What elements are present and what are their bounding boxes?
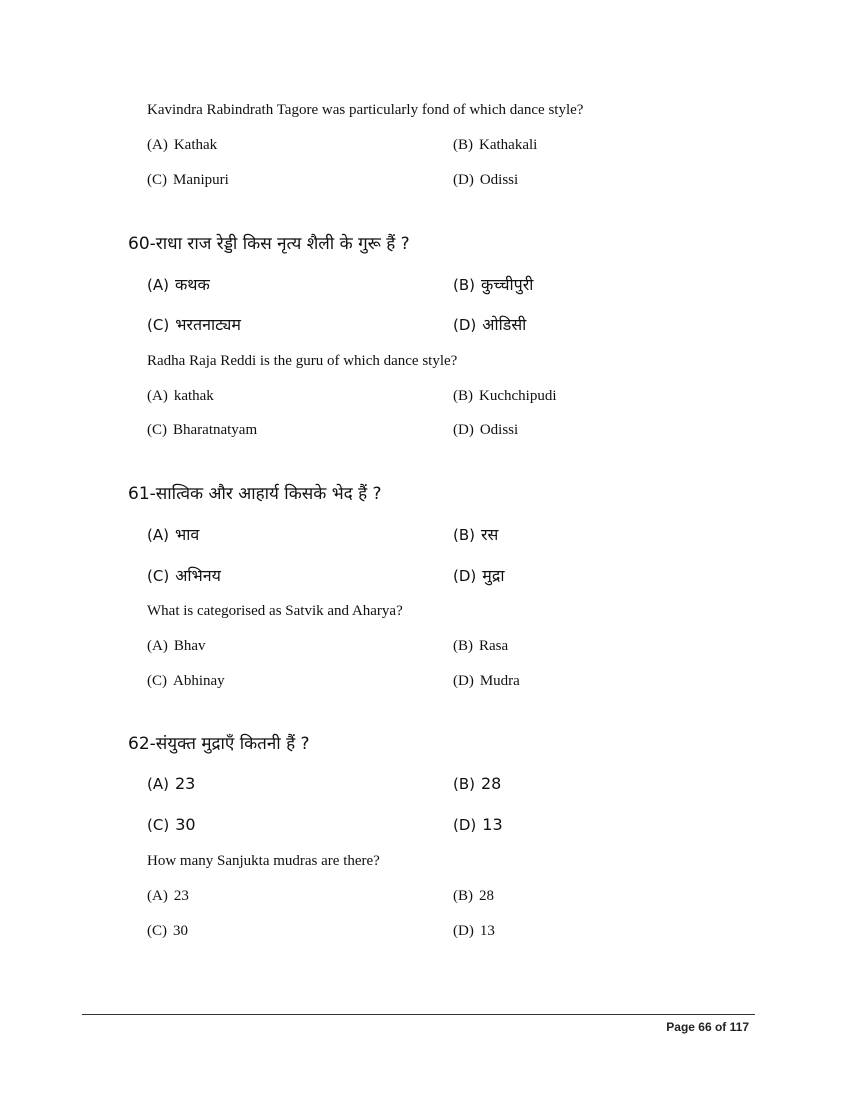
option-label: (D) bbox=[453, 567, 477, 585]
q59-english-question: Kavindra Rabindrath Tagore was particularly fond of which dance style? bbox=[147, 102, 584, 118]
option-label: (D) bbox=[453, 673, 474, 689]
q61-hindi-option-c bbox=[147, 564, 221, 586]
q60-hindi-question: 60-राधा राज रेड्डी किस नृत्य शैली के गुरू हैं ? bbox=[128, 234, 410, 254]
q60-eng-option-d bbox=[453, 422, 518, 439]
option-text: मुद्रा bbox=[482, 566, 505, 585]
q62-hindi-option-d bbox=[453, 815, 503, 834]
q61-hindi-option-d bbox=[453, 564, 504, 586]
q60-eng-option-b bbox=[453, 388, 556, 405]
option-text: Mudra bbox=[479, 673, 520, 689]
q62-eng-option-a bbox=[147, 888, 189, 905]
q59-eng-option-a bbox=[147, 137, 217, 154]
option-text: 13 bbox=[479, 923, 495, 939]
option-text: कथक bbox=[174, 275, 210, 294]
option-text: Manipuri bbox=[173, 172, 229, 188]
option-label: (B) bbox=[453, 388, 473, 404]
option-label: (C) bbox=[147, 422, 167, 438]
option-text: Abhinay bbox=[173, 673, 225, 689]
page-number: Page 66 of 117 bbox=[666, 1020, 749, 1034]
option-text: कुच्चीपुरी bbox=[481, 275, 534, 294]
option-label: (D) bbox=[453, 316, 477, 334]
q62-eng-option-c bbox=[147, 923, 188, 940]
q61-english-question: What is categorised as Satvik and Aharya? bbox=[147, 603, 403, 619]
option-text: भरतनाट्यम bbox=[175, 315, 241, 334]
option-label: (A) bbox=[147, 388, 168, 404]
option-label: (B) bbox=[453, 276, 475, 294]
option-text: 30 bbox=[173, 923, 188, 939]
q60-hindi-option-b bbox=[453, 273, 533, 295]
option-label: (B) bbox=[453, 137, 473, 153]
option-label: (A) bbox=[147, 137, 168, 153]
option-label: (C) bbox=[147, 316, 170, 334]
option-text: Kathak bbox=[173, 137, 218, 153]
option-label: (A) bbox=[147, 276, 169, 294]
option-text: Kathakali bbox=[479, 137, 538, 153]
option-text: 23 bbox=[173, 888, 189, 904]
option-label: (C) bbox=[147, 172, 167, 188]
footer-divider bbox=[82, 1014, 755, 1015]
q60-hindi-option-c bbox=[147, 313, 241, 335]
option-label: (D) bbox=[453, 816, 477, 834]
q62-eng-option-d bbox=[453, 923, 495, 940]
q60-english-question: Radha Raja Reddi is the guru of which dance style? bbox=[147, 353, 458, 369]
option-label: (D) bbox=[453, 172, 474, 188]
q61-hindi-option-b bbox=[453, 523, 498, 545]
option-text: kathak bbox=[173, 388, 214, 404]
q59-eng-option-d bbox=[453, 172, 518, 189]
option-text: Odissi bbox=[479, 172, 519, 188]
option-text: भाव bbox=[174, 525, 200, 544]
option-label: (A) bbox=[147, 775, 169, 793]
option-text: 30 bbox=[175, 815, 196, 834]
option-text: Rasa bbox=[479, 638, 509, 654]
q61-eng-option-b bbox=[453, 638, 508, 655]
option-label: (B) bbox=[453, 775, 475, 793]
option-text: 13 bbox=[482, 815, 503, 834]
option-label: (A) bbox=[147, 638, 168, 654]
option-label: (B) bbox=[453, 526, 475, 544]
q60-hindi-option-d bbox=[453, 313, 526, 335]
option-label: (C) bbox=[147, 816, 170, 834]
q60-hindi-option-a bbox=[147, 273, 210, 295]
q62-hindi-question: 62-संयुक्त मुद्राएँ कितनी हैं ? bbox=[128, 734, 310, 754]
option-text: अभिनय bbox=[175, 566, 221, 585]
option-label: (B) bbox=[453, 888, 473, 904]
option-text: 23 bbox=[174, 774, 196, 793]
q62-hindi-option-b bbox=[453, 774, 501, 793]
q61-eng-option-d bbox=[453, 673, 520, 690]
q61-hindi-question: 61-सात्विक और आहार्य किसके भेद हैं ? bbox=[128, 484, 382, 504]
option-label: (A) bbox=[147, 888, 168, 904]
q62-hindi-option-c bbox=[147, 815, 196, 834]
q62-hindi-option-a bbox=[147, 774, 195, 793]
option-text: Bhav bbox=[173, 638, 206, 654]
option-label: (C) bbox=[147, 567, 170, 585]
option-text: Odissi bbox=[479, 422, 519, 438]
q61-eng-option-a bbox=[147, 638, 206, 655]
option-label: (C) bbox=[147, 923, 167, 939]
option-text: ओडिसी bbox=[482, 315, 527, 334]
q60-eng-option-a bbox=[147, 388, 214, 405]
option-text: रस bbox=[481, 525, 499, 544]
option-label: (B) bbox=[453, 638, 473, 654]
option-text: Kuchchipudi bbox=[479, 388, 557, 404]
option-label: (C) bbox=[147, 673, 167, 689]
q59-eng-option-c bbox=[147, 172, 229, 189]
q60-eng-option-c bbox=[147, 422, 257, 439]
q61-eng-option-c bbox=[147, 673, 225, 690]
option-label: (D) bbox=[453, 923, 474, 939]
option-text: Bharatnatyam bbox=[173, 422, 258, 438]
option-text: 28 bbox=[481, 774, 502, 793]
q62-eng-option-b bbox=[453, 888, 494, 905]
option-label: (D) bbox=[453, 422, 474, 438]
q62-english-question: How many Sanjukta mudras are there? bbox=[147, 853, 380, 869]
option-text: 28 bbox=[479, 888, 494, 904]
q61-hindi-option-a bbox=[147, 523, 199, 545]
option-label: (A) bbox=[147, 526, 169, 544]
q59-eng-option-b bbox=[453, 137, 537, 154]
